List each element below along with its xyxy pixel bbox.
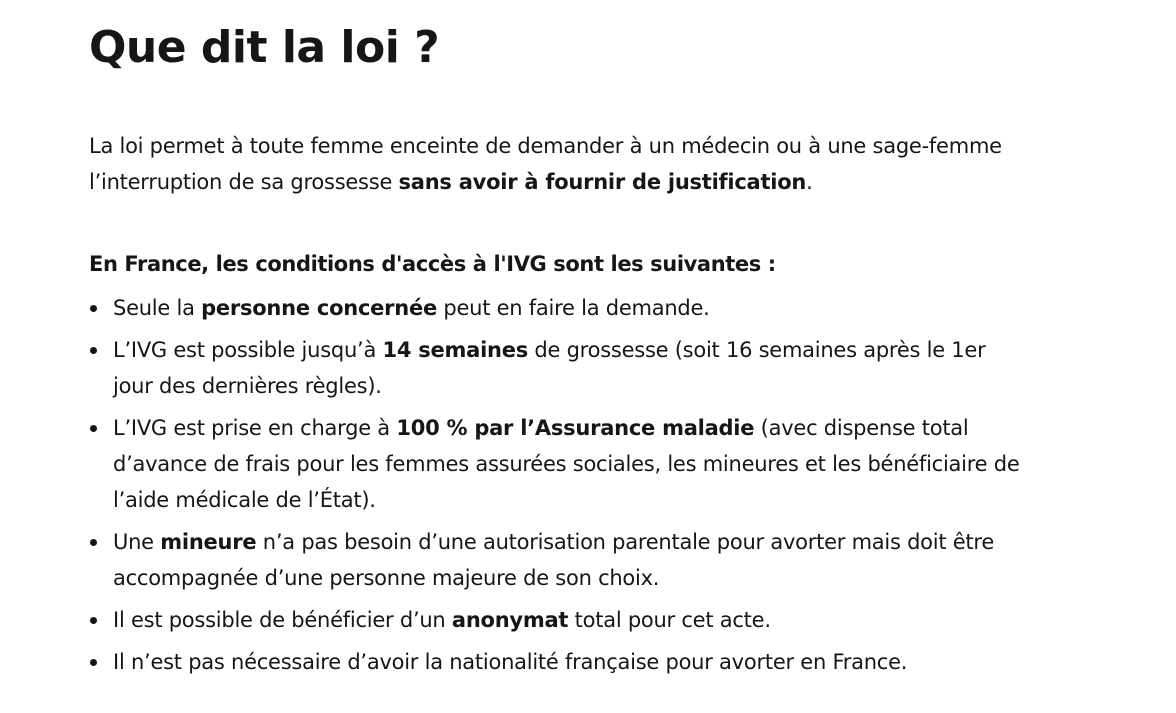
list-item-text: total pour cet acte. (568, 608, 771, 632)
list-item-text: peut en faire la demande. (436, 296, 710, 320)
list-item-text: n’a pas besoin d’une autorisation parentale pour avorter mais doit être accompagnée d’une personne majeure de son choix. (113, 530, 995, 590)
list-item-text: Il n’est pas nécessaire d’avoir la nationalité française pour avorter en France. (113, 650, 908, 674)
list-item (89, 644, 1024, 680)
intro-emphasis: sans avoir à fournir de justification (398, 170, 807, 194)
list-item (89, 410, 1024, 518)
list-item-text: de grossesse (soit 16 semaines après le 1er jour des dernières règles). (113, 338, 986, 398)
conditions-heading: En France, les conditions d'accès à l'IVG sont les suivantes : (89, 252, 776, 276)
list-item-emphasis: anonymat (451, 608, 569, 632)
list-item-emphasis: personne concernée (201, 296, 437, 320)
intro-text-end: . (806, 170, 813, 194)
list-item (89, 332, 1024, 404)
list-item-emphasis: 100 % par l’Assurance maladie (396, 416, 755, 440)
page-title: Que dit la loi ? (89, 22, 440, 73)
article-content (89, 0, 1024, 686)
intro-paragraph (89, 128, 1024, 200)
list-item-emphasis: 14 semaines (382, 338, 528, 362)
list-item-text: L’IVG est possible jusqu’à (113, 338, 383, 362)
list-item-text: (avec dispense total d’avance de frais pour les femmes assurées sociales, les mineures et les bénéficiaire de l’aide médicale de l’État). (113, 416, 1020, 512)
list-item (89, 524, 1024, 596)
conditions-list (89, 290, 1024, 680)
intro-text: La loi permet à toute femme enceinte de demander à un médecin ou à une sage-femme l’interruption de sa grossesse (89, 134, 1002, 194)
list-item-emphasis: mineure (160, 530, 257, 554)
list-item-text: Seule la (113, 296, 202, 320)
list-item-text: L’IVG est prise en charge à (113, 416, 397, 440)
list-item (89, 290, 1024, 326)
list-item-text: Il est possible de bénéficier d’un (113, 608, 452, 632)
list-item-text: Une (113, 530, 161, 554)
list-item (89, 602, 1024, 638)
